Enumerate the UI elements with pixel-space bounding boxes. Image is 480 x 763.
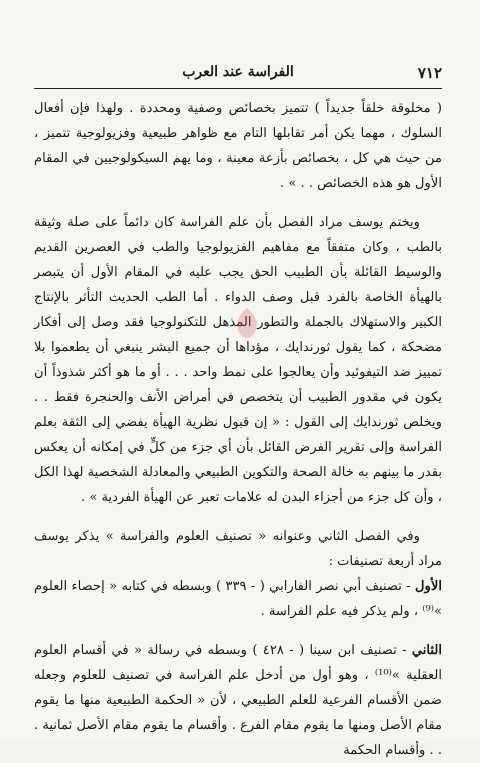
page-header [34,62,442,89]
running-title: الفراسة عند العرب [182,64,294,80]
paragraph-second-classification [34,638,442,763]
paragraph-quote-continuation: ( مخلوقة خلقاً جديداً ) تتميز بخصائص وصفية ومحددة . ولهذا فإن أفعال السلوك ، مهما يكن أمر تقابلها التام مع ظواهر طبيعية وفزيولوجية تتميز ، من حيث هي كل ، بخصائص بأزعة معينة ، وما يهم السيكولوجيين في المقام الأول هو هذه الخصائص . . » . [34,101,442,191]
second-lead: الثاني [411,643,442,658]
first-text: - تصنيف أبي نصر الفارابي ( - ٣٣٩ ) وبسطه في كتابه « إحصاء العلوم »⁽⁹⁾ ، ولم يذكر فيه علم الفراسة . [34,579,442,619]
page-body [34,96,442,763]
first-lead: الأول [415,579,442,594]
second-text: - تصنيف ابن سينا ( - ٤٢٨ ) وبسطه في رسالة « في أقسام العلوم العقلية »⁽¹⁰⁾ ، وهو أول من أدخل علم الفراسة في تصنيف للعلوم وجعله ضمن الأقسام الفرعية للعلم الطبيعي ، لأن « الحكمة الطبيعية منها ما يقوم مقام الأصل ومنها ما يقوم مقام الفرع . وأقسام ما يقوم مقام الأصل ثمانية . . . وأقسام الحكمة [34,643,443,758]
paragraph-classification-intro: وفي الفصل الثاني وعنوانه « تصنيف العلوم والفراسة » يذكر يوسف مراد أربعة تصنيفات : [34,529,442,569]
page-number: ٧١٢ [417,64,442,82]
paragraph-first-classification [34,574,442,624]
paragraph-medicine: ويختم يوسف مراد الفصل بأن علم الفراسة كان دائماً على صلة وثيقة بالطب ، وكان متفقاً مع مفاهيم الفزيولوجيا والطب في العصرين القديم والوسيط القائلة بأن الطبيب الحق يجب عليه في المقام الأول أن يتبصر بالهيأة الخاصة بالفرد قبل وصف الدواء . أما الطب الحديث التأثر بالإنتاج الكبير والاستهلاك بالجملة والتطور المذهل للتكنولوجيا فقد وصل إلى أفكار مضحكة ، كما يقول ثورندايك ، مؤداها أن جميع البشر ينبغي أن يطعموا بلا تمييز ضد التيفوئيد وأن يعالجوا على نمط واحد . . . أو ما هو أكثر شذوذاً أن يكون في مقدور الطبيب أن يتخصص في أمراض الأنف والحنجرة فقط . . ويخلص ثورندايك إلى القول : « إن قبول نظرية الهيأة يفضي إلى الثقة بعلم الفراسة وإلى تقرير الفرض القائل بأن أي جزء من كلٍّ في إمكانه أن يعكس بقدر ما بينهم به خالة الصحة والتكوين الطبيعي والمعادلة الشخصية لهذا الكل ، وأن كل جزء من أجزاء البدن له علامات تعبر عن الهيأة الفردية » . [34,215,442,505]
